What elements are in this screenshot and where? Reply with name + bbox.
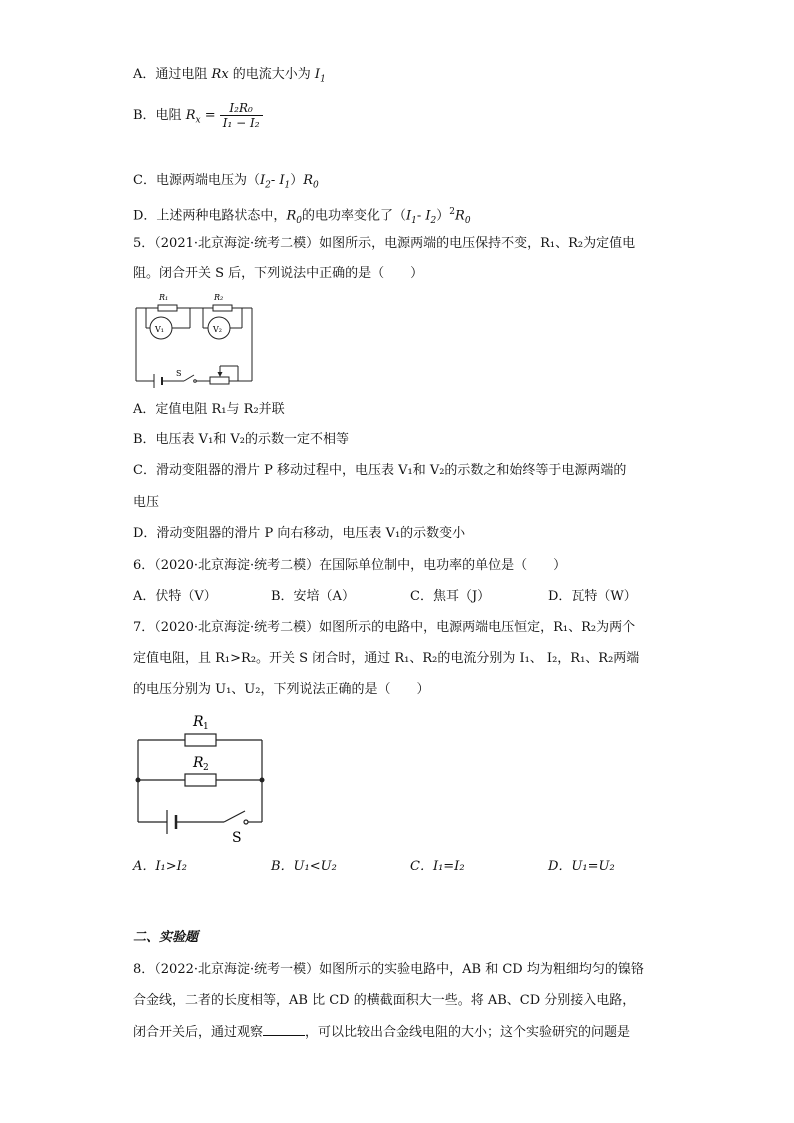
q7-option-d: D．U₁=U₂ — [548, 859, 615, 874]
option-b-text: B．电阻 — [133, 108, 186, 123]
resistor-symbol: Rx — [211, 67, 229, 82]
current-subscript: 1 — [320, 74, 326, 85]
minus-sign: - — [270, 173, 280, 188]
q7-circuit-diagram — [130, 708, 272, 848]
current-subscript: 1 — [284, 180, 291, 191]
option-a-text-mid: 的电流大小为 — [228, 67, 315, 82]
current-subscript: 1 — [411, 215, 417, 226]
q8-stem-line3 — [133, 1023, 630, 1042]
q8-text-before-blank: 闭合开关后，通过观察 — [133, 1025, 264, 1040]
q6-option-a: A．伏特（V） — [133, 589, 217, 604]
q7-stem-line3: 的电压分别为 U₁、U₂，下列说法正确的是（ ） — [133, 682, 430, 697]
label-s: S — [232, 830, 242, 846]
formula-fraction — [220, 101, 263, 130]
q5-stem-line1: 5．（2021·北京海淀·统考二模）如图所示，电源两端的电压保持不变，R₁、R₂为定值电 — [133, 236, 636, 251]
q5-option-d: D．滑动变阻器的滑片 P 向右移动，电压表 V₁的示数变小 — [133, 526, 466, 541]
formula-lhs: R — [185, 108, 196, 123]
q7-stem-line2: 定值电阻，且 R₁>R₂。开关 S 闭合时，通过 R₁、R₂的电流分别为 I₁、 I₂，R₁、R₂两端 — [133, 651, 640, 666]
resistor-subscript: 0 — [313, 180, 319, 191]
resistor-subscript: 0 — [464, 215, 471, 226]
bracket: ） — [290, 173, 304, 188]
q5-circuit-diagram — [128, 288, 263, 388]
q8-text-after-blank: ，可以比较出合金线电阻的大小；这个实验研究的问题是 — [305, 1025, 631, 1040]
switch-contact — [194, 380, 197, 383]
q5-option-a: A．定值电阻 R₁与 R₂并联 — [133, 402, 285, 417]
current-symbol: I — [279, 173, 285, 188]
formula-lhs-subscript: x — [195, 115, 201, 126]
rheostat — [210, 377, 229, 384]
section-heading: 二、实验题 — [133, 930, 199, 945]
answer-blank[interactable] — [263, 1023, 305, 1036]
junction-right — [260, 778, 265, 783]
resistor-r2 — [185, 774, 216, 786]
label-r1: R₁ — [159, 293, 169, 302]
square-exponent: 2 — [449, 207, 456, 217]
option-d-text-mid: 的电功率变化了（ — [301, 208, 406, 224]
q6-option-c: C．焦耳（J） — [410, 589, 491, 604]
label-r1: R — [193, 714, 204, 730]
q5-option-b: B．电压表 V₁和 V₂的示数一定不相等 — [133, 432, 350, 447]
label-v1: V₁ — [155, 325, 164, 334]
q8-stem-line1: 8．（2022·北京海淀·统考一模）如图所示的实验电路中，AB 和 CD 均为粗细均匀的镍铬 — [133, 962, 644, 977]
q8-stem-line2: 合金线，二者的长度相等，AB 比 CD 的横截面积大一些。将 AB、CD 分别接入电路， — [133, 993, 636, 1008]
label-r2: R₂ — [214, 293, 224, 302]
q6-stem: 6．（2020·北京海淀·统考二模）在国际单位制中，电功率的单位是（ ） — [133, 558, 567, 573]
q4-option-a — [133, 66, 326, 89]
option-c-text: C．电源两端电压为（ — [133, 173, 260, 188]
resistor-symbol: R — [303, 173, 314, 188]
slider-arrow — [218, 372, 223, 377]
bracket: ） — [436, 208, 450, 224]
current-symbol: I — [425, 208, 431, 224]
q5-option-c-line1: C．滑动变阻器的滑片 P 移动过程中，电压表 V₁和 V₂的示数之和始终等于电源两端的 — [133, 463, 627, 478]
minus-sign: - — [416, 208, 426, 224]
junction-left — [136, 778, 141, 783]
current-symbol: I — [259, 173, 266, 188]
fraction-numerator: I₂R₀ — [220, 101, 263, 116]
q7-option-c: C．I₁=I₂ — [410, 859, 465, 874]
q7-stem-line1: 7．（2020·北京海淀·统考二模）如图所示的电路中，电源两端电压恒定，R₁、R₂为两个 — [133, 620, 636, 635]
resistor-symbol: R — [455, 208, 465, 224]
q6-option-b: B．安培（A） — [271, 589, 355, 604]
q4-option-d — [133, 203, 471, 230]
option-a-text: A．通过电阻 — [133, 67, 212, 82]
label-v2: V₂ — [213, 325, 222, 334]
q7-option-b: B．U₁<U₂ — [271, 859, 337, 874]
resistor-r2 — [213, 305, 232, 311]
q4-option-c — [133, 172, 319, 195]
label-r2-subscript: 2 — [203, 763, 209, 773]
label-r2: R — [193, 755, 204, 771]
q4-option-b — [133, 101, 263, 130]
current-symbol: I — [405, 208, 412, 224]
resistor-r1 — [185, 734, 216, 746]
switch-contact — [244, 820, 248, 824]
label-s: S — [176, 369, 182, 378]
option-d-text: D．上述两种电路状态中， — [133, 208, 287, 224]
resistor-r1 — [158, 305, 177, 311]
resistor-subscript: 0 — [296, 215, 302, 226]
q6-option-d: D．瓦特（W） — [548, 589, 637, 604]
current-subscript: 2 — [265, 180, 271, 191]
q7-option-a: A．I₁>I₂ — [133, 859, 187, 874]
current-symbol: I — [314, 67, 321, 82]
q5-option-c-line2: 电压 — [133, 495, 160, 510]
resistor-symbol: R — [286, 208, 297, 224]
fraction-denominator: I₁ − I₂ — [222, 116, 260, 130]
formula-equals: = — [200, 108, 220, 123]
label-r1-subscript: 1 — [203, 722, 209, 732]
q5-stem-line2: 阻。闭合开关 S 后，下列说法中正确的是（ ） — [133, 266, 424, 281]
current-subscript: 2 — [430, 215, 437, 226]
